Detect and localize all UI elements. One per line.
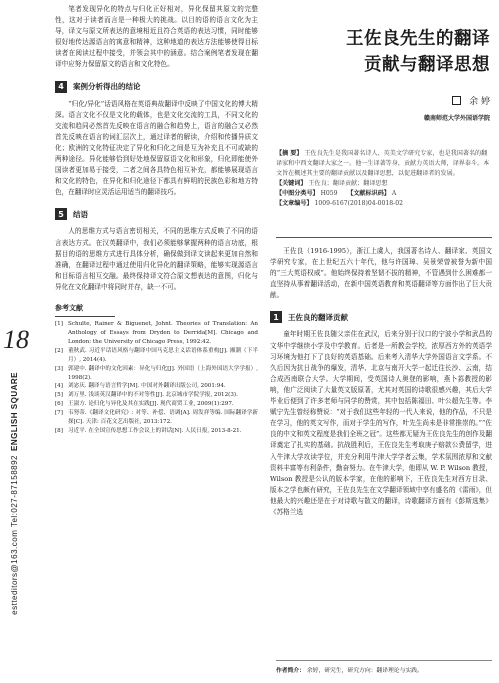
author-note-label: 作者简介： bbox=[276, 668, 305, 674]
doc-value: A bbox=[391, 190, 397, 197]
reference-text: 习近平. 在全国宣传思想工作会议上的讲话[N]. 人民日报, 2013-8-21. bbox=[68, 427, 242, 434]
reference-text: Schulte, Rainer & Biguenet, Johnt. Theories of Translation: An Anthology of Essays from Dryden to Derrida[M]. Chicago and London: the University of Chicago Press, 1992:42. bbox=[68, 321, 258, 345]
section-number: 5 bbox=[55, 208, 67, 220]
side-margin bbox=[0, 0, 36, 683]
article-number bbox=[276, 199, 492, 209]
reference-text: 刘万里. 浅谈英汉翻译中的不对等性[J]. 北京城市学院学报, 2012(3). bbox=[68, 392, 238, 399]
classification bbox=[276, 189, 492, 199]
section-title: 王佐良的翻译贡献 bbox=[288, 312, 348, 322]
reference-number: [4] bbox=[55, 383, 63, 390]
reference-text: 郭建中. 翻译中的文化因素：异化与归化[J]. 外国语（上海外国语大学学报）, 1998(2). bbox=[68, 365, 258, 381]
section-heading bbox=[55, 208, 258, 220]
article-title-line-2: 贡献与翻译思想 bbox=[364, 55, 490, 75]
article-number-value: 1009-6167(2018)04-0018-02 bbox=[314, 200, 403, 207]
reference-item bbox=[55, 400, 258, 409]
references-title: 参考文献 bbox=[55, 303, 115, 317]
article-number-label: 【文章编号】 bbox=[276, 200, 313, 207]
keywords bbox=[276, 179, 492, 189]
author-name: 余 婷 bbox=[469, 97, 490, 107]
class-value: H059 bbox=[320, 190, 338, 197]
abstract-label: 【摘 要】 bbox=[276, 150, 303, 157]
references-list bbox=[55, 320, 258, 436]
section-paragraph: “归化/异化”话语风格在英语典故翻译中反映了中国文化的博大精深。语言文化不仅是文化的载体，也是文化交流的工具，不同文化的交流和趋同必然首先反映在语言的融合和趋势上，语言的融合又必然首先反映在语言的词汇层次上，通过译者的解读，介绍和传播异质文化；欧洲的文化特征决定了异化和归化之间是互为补充且不可或缺的两种途径。异化能够恰到好处地保留原语文化和形象，归化即能使外国读者更加易于接受，二者之间各具特色相互补充，都能够展现语言和文化的特色，在异化和归化途径下都具有鲜明的民族色彩和地方特色，在翻译时应灵活运用适当的翻译技巧。 bbox=[55, 99, 258, 197]
section-title: 结语 bbox=[73, 209, 88, 219]
reference-item bbox=[55, 365, 258, 383]
reference-number: [7] bbox=[55, 410, 63, 417]
reference-text: 韦努蒂.《翻译文化研究》: 对等、补偿、语调[A]. 周发祥等编. 国际翻译学新探[C]. 天津: 百花文艺出版社, 2013:172. bbox=[68, 410, 258, 426]
previous-article-paragraph: 笔者发现异化的特点与归化正好相对，异化保留其原文的完整性，这对于读者而言是一种极大的挑战。以目的语的语言文化为主导，译文与原文所表达的意境相近且符合英语的表达习惯，同时能够很好地传达源语言的寓意和精神，这种地道的表达方法能够使得目标读者在阅读过程中接受，并领会其中的涵意。结合案例笔者发现在翻译中应努力保留原文的语言和文化特色。 bbox=[55, 5, 258, 69]
author-note-text: 余婷，研究生，研究方向：翻译理论与实践。 bbox=[306, 668, 423, 674]
section-number: 4 bbox=[55, 81, 67, 93]
article-title-line-1: 王佐良先生的翻译 bbox=[346, 29, 490, 49]
journal-contact: estteditors@163.com Tel:027-87158892 bbox=[10, 455, 19, 615]
abstract-block bbox=[276, 149, 492, 209]
footer-divider bbox=[276, 660, 492, 661]
reference-item bbox=[55, 391, 258, 400]
class-label: 【中图分类号】 bbox=[276, 190, 319, 197]
author-box-icon bbox=[452, 96, 461, 105]
intro-paragraph: 王佐良（1916-1995），浙江上虞人，我国著名诗人、翻译家、英国文学研究专家，在上世纪五六十年代，他与许国璋、吴景荣曾被誉为新中国的“三大英语权威”。他始终保持着坚韧不拔的精神，不管遇到什么困难都一直坚持从事着翻译活动，在新中国英语教育和英语翻译等方面作出了巨大贡献。 bbox=[270, 247, 492, 300]
journal-name: ENGLISH SQUARE bbox=[10, 372, 19, 452]
doc-label: 【文献标识码】 bbox=[347, 190, 390, 197]
reference-item bbox=[55, 409, 258, 427]
reference-number: [5] bbox=[55, 392, 63, 399]
reference-number: [6] bbox=[55, 401, 63, 408]
reference-item bbox=[55, 427, 258, 436]
abstract-divider bbox=[276, 237, 492, 238]
reference-item bbox=[55, 347, 258, 365]
author-affiliation: 赣南师范大学外国语学院 bbox=[423, 115, 490, 122]
reference-text: 刘宓庆. 翻译与语言哲学[M]. 中国对外翻译出版公司, 2001:94. bbox=[68, 383, 226, 390]
article-body bbox=[270, 246, 492, 518]
reference-text: 董秋武. 习近平话语风格与翻译中国马克思主义话语体系重构[J]. 湘潮（下半月）, 2014(4). bbox=[68, 347, 258, 363]
section-title: 案例分析得出的结论 bbox=[73, 82, 141, 92]
previous-article-column bbox=[55, 4, 258, 436]
reference-number: [3] bbox=[55, 365, 63, 372]
reference-text: 王淑方. 论归化与异化及其在实践[J]. 现代商贸工业, 2009(1):297. bbox=[68, 401, 234, 408]
keywords-text: 王佐良；翻译贡献；翻译思想 bbox=[308, 180, 388, 187]
reference-number: [8] bbox=[55, 427, 63, 434]
section-paragraph: 童年时期王佐良随父亲住在武汉，后来分别于汉口的宁波小学和武昌的文华中学继续小学及中学教育。后者是一所教会学校，浓厚西方外的英语学习环境为他打下了良好的英语基础。后来考入清华大学外国语言文学系。不久后因为抗日战争的爆发，清华、北京与南开大学一起迁往长沙、云南，结合成西南联合大学。大学期间，受英国诗人奥登的影响，燕卜荪教授的影响，他广泛阅读了大量英文版原著，尤其对英国的诗歌很感兴趣，其后大学毕业后便到了许多老师与同学的赞赏，其中包括陈福田、叶公超先生等。李赋宁先生曾经称赞说：“对于我们这些年轻的一代人来说，他的作品，不只是在学习，他的英文写作，而对于学生的写作，叶先生尚未是非常推崇的。”“佐良的中文和英文程度是我们全班之冠”。这些都无疑为王佐良先生的创作及翻译奠定了扎实的基础。抗战胜利后，王佐良先生考取庚子赔款公费留学，进入牛津大学攻读学位，并充分利用牛津大学学者云集，学术氛围浓厚和文献资料丰富等有利条件，勤奋努力。在牛津大学，他即从 W. P. Wilson 教授，Wilson 教授是公认的版本学家，在他的影响下，王佐良先生对西方目录、版本之学也颇有研究，王佐良先生在文学翻译领域中享有盛名的《雷雨》，但他最大的兴趣还是在于对诗歌与散文的翻译，诗歌翻译方面有《彭斯选集》《苏格兰选 bbox=[270, 330, 492, 516]
abstract bbox=[276, 149, 492, 179]
section-paragraph: 人的思维方式与语言密切相关，不同的思维方式反映了不同的语言表达方式。在汉英翻译中，我们必须能够掌握两种的语言功底，根据目的语的思维方式进行具体分析，确保做到译文读起来更加自然和准确，在翻译过程中通过使用归化异化的翻译策略，能够实现源语言和目标语言相互交融。最终保持译文符合原文想表达的意图，归化与异化在文化翻译中将同时并存，缺一不可。 bbox=[55, 227, 258, 291]
section-heading bbox=[270, 311, 492, 323]
reference-item bbox=[55, 382, 258, 391]
author-line bbox=[290, 94, 490, 107]
section-heading bbox=[55, 81, 258, 93]
section-number: 1 bbox=[270, 311, 282, 323]
keywords-label: 【关键词】 bbox=[276, 180, 307, 187]
author-note bbox=[276, 665, 492, 674]
reference-number: [2] bbox=[55, 347, 63, 354]
reference-item bbox=[55, 320, 258, 347]
reference-number: [1] bbox=[55, 321, 63, 328]
article-header bbox=[290, 26, 490, 122]
abstract-text: 王佐良先生是我国著名诗人、英美文学研究专家，也是我国著名的翻译家和中西文翻译大家之一。他一生译著等身，贡献力英语大师，译界泰斗。本文旨在概述其主要的翻译贡献以及翻译思想，以促进翻译者的发展。 bbox=[276, 150, 490, 177]
page-number: 18 bbox=[3, 325, 29, 354]
